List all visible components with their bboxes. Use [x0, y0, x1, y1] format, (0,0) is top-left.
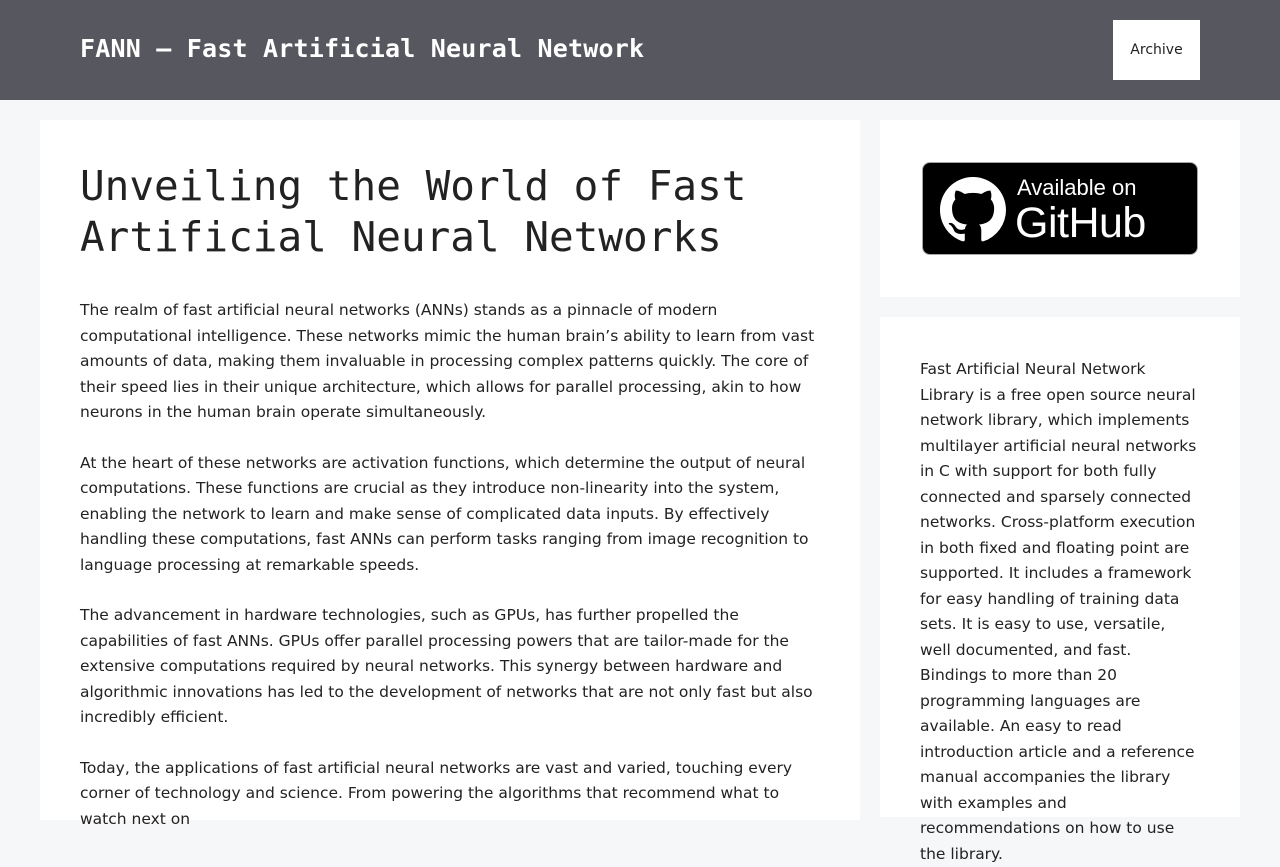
github-badge-line1: Available on	[1017, 175, 1137, 200]
article-paragraph-3: The advancement in hardware technologies, such as GPUs, has further propelled the capabilities of fast ANNs. GPUs offer parallel processing powers that are tailor-made for the extensive computations required by neural networks. This synergy between hardware and algorithmic innovations has led to the development of networks that are not only fast but also incredibly efficient.	[80, 606, 813, 726]
article-paragraph-4: Today, the applications of fast artificial neural networks are vast and varied, touching every corner of technology and science. From powering the algorithms that recommend what to watch next on	[80, 758, 793, 828]
article-title: Unveiling the World of Fast Artificial Neural Networks	[80, 162, 747, 261]
site-header	[0, 0, 1280, 100]
github-badge-line2: GitHub	[1015, 199, 1146, 247]
nav-archive-link[interactable]: Archive	[1113, 20, 1200, 80]
github-octocat-icon	[940, 177, 1006, 243]
github-widget	[880, 120, 1240, 297]
about-text: Fast Artificial Neural Network Library is a free open source neural network library, which implements multilayer artificial neural networks in C with support for both fully connected and sparsely connected networks. Cross-platform execution in both fixed and floating point are supported. It includes a framework for easy handling of training data sets. It is easy to use, versatile, well documented, and fast. Bindings to more than 20 programming languages are available. An easy to read introduction article and a reference manual accompanies the library with examples and recommendations on how to use the library.	[920, 360, 1197, 863]
article-paragraph-2: At the heart of these networks are activation functions, which determine the output of neural computations. These functions are crucial as they introduce non-linearity into the system, enabling the network to learn and make sense of complicated data inputs. By effectively handling these computations, fast ANNs can perform tasks ranging from image recognition to language processing at remarkable speeds.	[80, 453, 809, 574]
github-badge-link[interactable]	[922, 162, 1198, 255]
article-paragraph-1: The realm of fast artificial neural networks (ANNs) stands as a pinnacle of modern computational intelligence. These networks mimic the human brain’s ability to learn from vast amounts of data, making them invaluable in processing complex patterns quickly. The core of their speed lies in their unique architecture, which allows for parallel processing, akin to how neurons in the human brain operate simultaneously.	[80, 301, 815, 421]
site-title-link[interactable]: FANN – Fast Artificial Neural Network	[80, 34, 645, 63]
about-widget	[880, 317, 1240, 863]
article-card	[40, 120, 860, 828]
